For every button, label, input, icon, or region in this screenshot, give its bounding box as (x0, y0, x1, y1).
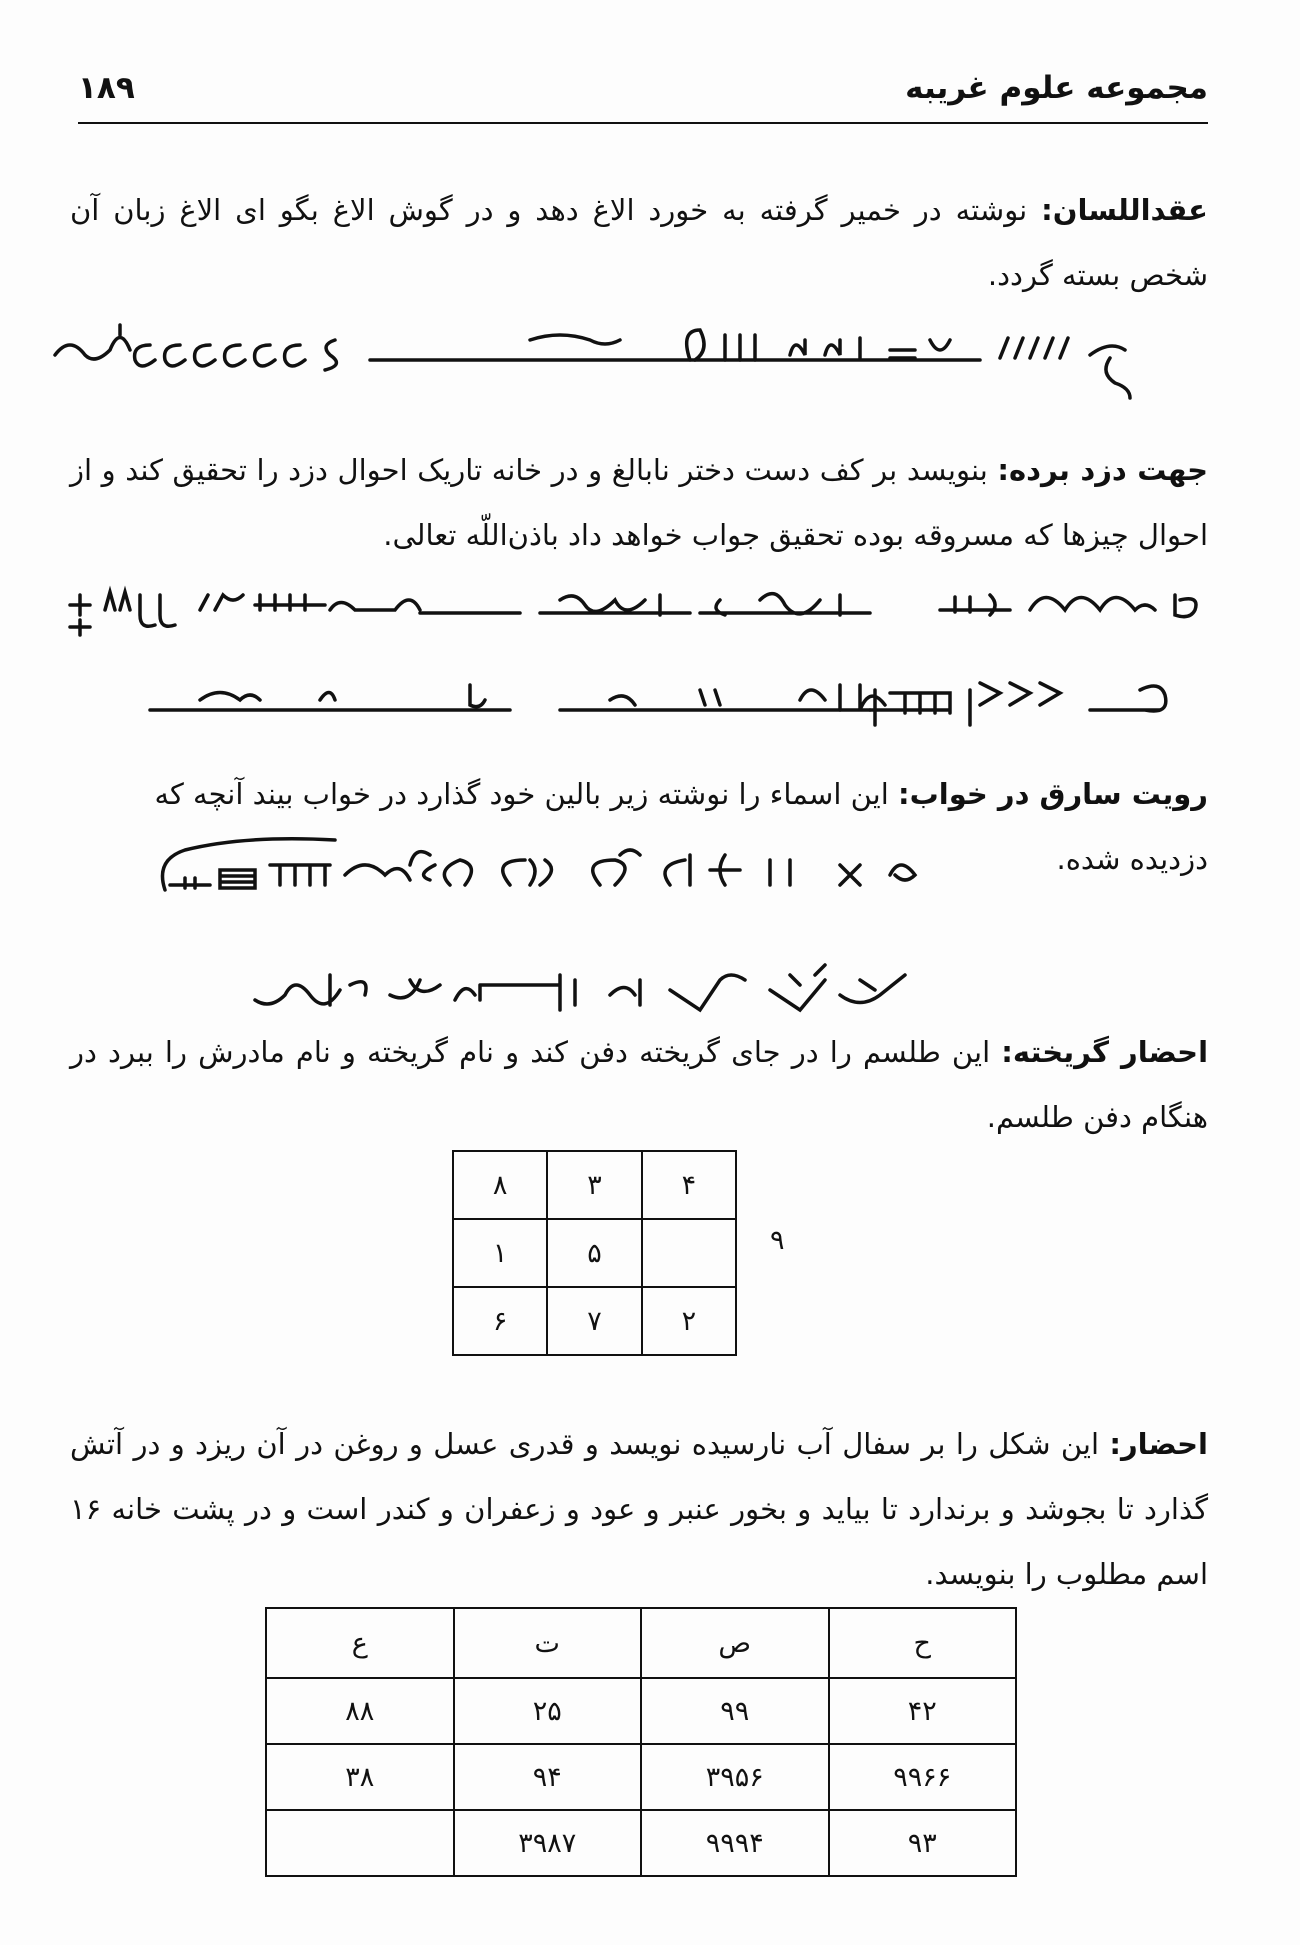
magic-square-cell: ۳ (547, 1151, 641, 1219)
section-heading: رویت سارق در خواب: (898, 777, 1208, 811)
section-heading: احضار: (1109, 1427, 1208, 1461)
letter-table-cell: ۹۴ (454, 1744, 642, 1810)
running-title: مجموعه علوم غریبه (905, 70, 1208, 106)
page-number: ۱۸۹ (78, 70, 135, 106)
letter-table-header-cell: ت (454, 1608, 642, 1678)
magic-square (452, 1150, 737, 1356)
letter-table-cell: ۹۹۹۴ (641, 1810, 829, 1876)
letter-table-cell: ۹۳ (829, 1810, 1017, 1876)
magic-square-cell: ۱ (453, 1219, 547, 1287)
magic-square-cell: ۲ (642, 1287, 736, 1355)
section-heading: احضار گریخته: (1001, 1035, 1209, 1069)
letter-table-header-row (266, 1608, 1016, 1678)
section-continuation: دزدیده شده. (1056, 842, 1208, 876)
letter-table-cell: ۴۲ (829, 1678, 1017, 1744)
section-fugitive (70, 1020, 1208, 1150)
header-rule (78, 122, 1208, 124)
letter-table (265, 1607, 1017, 1877)
letter-table-cell: ۳۹۵۶ (641, 1744, 829, 1810)
section-body: نوشته در خمیر گرفته به خورد الاغ دهد و در گوش الاغ بگو ای الاغ زبان آن شخص بسته گردد. (70, 193, 1208, 292)
letter-table-cell (266, 1810, 454, 1876)
letter-table-row (266, 1678, 1016, 1744)
letter-table-cell: ۳۹۸۷ (454, 1810, 642, 1876)
magic-square-sum: ۹ (770, 1225, 785, 1256)
section-body: این اسماء را نوشته زیر بالین خود گذارد در خواب بیند آنچه که (154, 777, 899, 811)
talisman-script-4 (150, 830, 980, 910)
section-heading: عقداللسان: (1041, 193, 1208, 227)
letter-table-cell: ۲۵ (454, 1678, 642, 1744)
magic-square-cell (642, 1219, 736, 1287)
magic-square-row (453, 1151, 736, 1219)
talisman-script-5 (240, 955, 930, 1025)
magic-square-cell: ۵ (547, 1219, 641, 1287)
magic-square-cell: ۸ (453, 1151, 547, 1219)
section-heading: جهت دزد برده: (997, 453, 1208, 487)
letter-table-cell: ۳۸ (266, 1744, 454, 1810)
letter-table-cell: ۹۹ (641, 1678, 829, 1744)
section-dream (70, 762, 1208, 827)
letter-table-row (266, 1744, 1016, 1810)
section-body: بنویسد بر کف دست دختر نابالغ و در خانه تاریک احوال دزد را تحقیق کند و از احوال چیزها که مسروقه بوده تحقیق جواب خواهد داد باذن‌اللّه تعالی. (70, 453, 1208, 552)
section-dream-continuation (960, 827, 1208, 892)
magic-square-cell: ۷ (547, 1287, 641, 1355)
talisman-script-1 (50, 310, 1220, 400)
magic-square-cell: ۴ (642, 1151, 736, 1219)
letter-table-header-cell: ص (641, 1608, 829, 1678)
section-thief (70, 438, 1208, 568)
magic-square-cell: ۶ (453, 1287, 547, 1355)
magic-square-row (453, 1287, 736, 1355)
letter-table-header-cell: ح (829, 1608, 1017, 1678)
letter-table-cell: ۹۹۶۶ (829, 1744, 1017, 1810)
talisman-script-3 (140, 665, 1210, 735)
talisman-script-2 (60, 575, 1220, 645)
section-body: این شکل را بر سفال آب نارسیده نویسد و قدری عسل و روغن در آن ریزد و در آتش گذارد تا بجوشد و برندارد تا بیاید و بخور عنبر و عود و زعفران و کندر است و در پشت خانه ۱۶ اسم مطلوب را بنویسد. (70, 1427, 1208, 1591)
letter-table-cell: ۸۸ (266, 1678, 454, 1744)
section-summon (70, 1412, 1208, 1607)
magic-square-row (453, 1219, 736, 1287)
letter-table-header-cell: ع (266, 1608, 454, 1678)
letter-table-row (266, 1810, 1016, 1876)
section-body: این طلسم را در جای گریخته دفن کند و نام گریخته و نام مادرش را ببرد در هنگام دفن طلسم. (70, 1035, 1208, 1134)
section-aqd-al-lisan (70, 178, 1208, 308)
